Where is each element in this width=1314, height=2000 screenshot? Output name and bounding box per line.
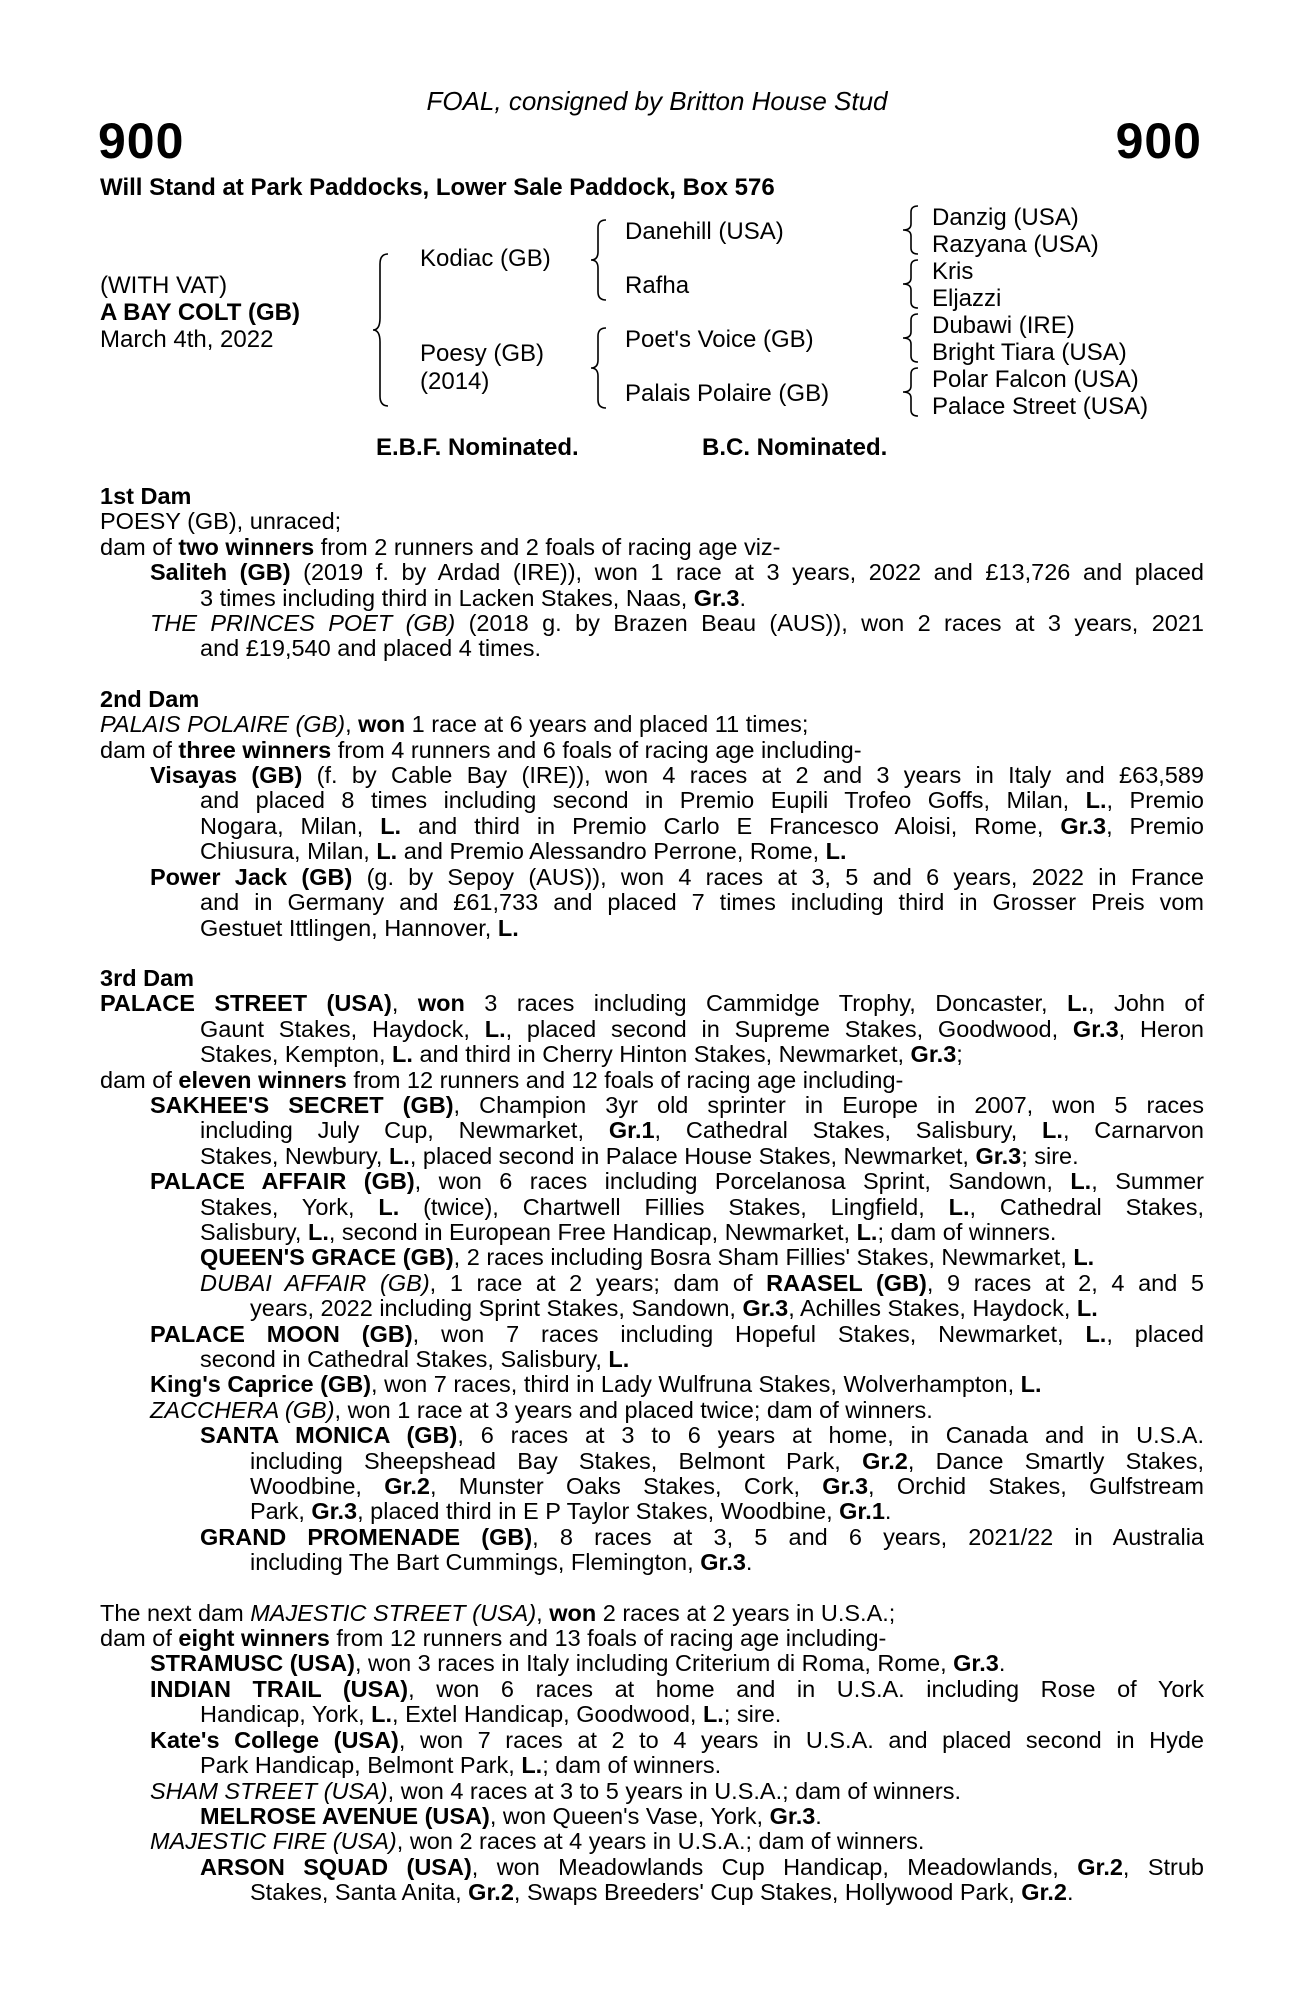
horse-name: A BAY COLT (GB) [100, 299, 301, 326]
text-line [100, 916, 1204, 941]
text-line [100, 1118, 1204, 1143]
text-segment: L. [1070, 1168, 1092, 1195]
text-segment: Stakes, Santa Anita, [250, 1879, 469, 1906]
text-line [100, 1829, 1204, 1854]
text-line [100, 1601, 1204, 1626]
text-segment: , won 1 race at 3 years and placed twice; dam of winners. [334, 1396, 933, 1423]
text-line [100, 636, 1204, 661]
text-segment: QUEEN'S GRACE (GB) [200, 1244, 454, 1271]
text-segment: . [815, 1802, 822, 1829]
text-segment: 3rd Dam [100, 964, 195, 991]
text-line [100, 1042, 1204, 1067]
text-segment: Gr.1 [839, 1498, 885, 1525]
text-segment: from 12 runners and 12 foals of racing age including- [346, 1066, 904, 1093]
text-segment: PALACE MOON (GB) [150, 1320, 413, 1347]
text-segment: , Swaps Breeders' Cup Stakes, Hollywood Park, [513, 1879, 1022, 1906]
text-segment: STRAMUSC (USA) [150, 1650, 355, 1677]
text-segment: Gr.2 [862, 1447, 908, 1474]
section-gap [100, 1576, 1204, 1601]
text-line [100, 1068, 1204, 1093]
text-segment: (2019 f. by Ardad (IRE)), won 1 race at 3 years, 2022 and £13,726 and placed [290, 559, 1204, 586]
text-segment: Gr.3 [693, 584, 740, 611]
text-segment: , Achilles Stakes, Haydock, [788, 1295, 1077, 1322]
text-segment: second in Cathedral Stakes, Salisbury, [200, 1346, 609, 1372]
text-segment: L. [1020, 1371, 1042, 1398]
text-segment: , Heron [1118, 1015, 1204, 1042]
text-line [100, 560, 1204, 585]
text-segment: Gr.3 [1072, 1015, 1119, 1042]
text-segment: L. [608, 1346, 630, 1372]
text-segment: Gr.3 [769, 1802, 816, 1829]
pedigree-g5: Dubawi (IRE) [932, 312, 1075, 339]
text-segment: ; sire. [1021, 1142, 1079, 1169]
pedigree-dam-year: (2014) [420, 368, 490, 395]
text-segment: Stakes, Newbury, [200, 1142, 389, 1169]
text-line [100, 484, 1204, 509]
text-segment: L. [497, 914, 519, 941]
text-segment: MAJESTIC FIRE (USA) [150, 1828, 397, 1855]
text-segment: Gr.3 [700, 1549, 746, 1576]
text-segment: (twice), Chartwell Fillies Stakes, Lingfield, [399, 1193, 949, 1220]
dam-brace [588, 326, 610, 410]
text-segment: , won 7 races, third in Lady Wulfruna Stakes, Wolverhampton, [371, 1371, 1021, 1398]
text-segment: L. [521, 1752, 543, 1779]
pedigree-sire-sire: Danehill (USA) [625, 218, 784, 245]
brace-g2 [900, 258, 922, 310]
text-segment: 2nd Dam [100, 685, 200, 712]
text-segment: including Sheepshead Bay Stakes, Belmont Park, [250, 1447, 863, 1474]
text-segment: , won Queen's Vase, York, [489, 1802, 770, 1829]
pedigree-dam: Poesy (GB) [420, 340, 545, 367]
text-segment: L. [702, 1701, 724, 1728]
pedigree-g7: Polar Falcon (USA) [932, 366, 1139, 393]
text-line [100, 1677, 1204, 1702]
text-line [100, 1169, 1204, 1194]
text-segment: , Summer [1091, 1168, 1204, 1195]
brace-g3 [900, 312, 922, 364]
text-segment: and Premio Alessandro Perrone, Rome, [397, 838, 826, 865]
text-line [100, 1779, 1204, 1804]
text-segment: Gr.2 [1021, 1879, 1067, 1906]
text-segment: PALACE AFFAIR (GB) [150, 1168, 415, 1195]
pedigree-sire-dam: Rafha [625, 272, 690, 299]
text-segment: Gr.2 [1077, 1853, 1123, 1880]
text-segment: eight winners [178, 1625, 330, 1652]
text-segment: , Carnarvon [1062, 1117, 1205, 1144]
text-segment: , won 4 races at 3 to 5 years in U.S.A.; dam of winners. [387, 1777, 962, 1804]
text-segment: King's Caprice (GB) [150, 1371, 372, 1398]
text-segment: SHAM STREET (USA) [150, 1777, 388, 1804]
text-segment: Visayas (GB) [150, 762, 303, 789]
text-segment: Gr.2 [384, 1473, 430, 1500]
text-segment: . [1067, 1879, 1074, 1906]
text-segment: ; dam of winners. [877, 1218, 1057, 1245]
text-segment: , second in European Free Handicap, Newmarket, [328, 1218, 857, 1245]
text-line [100, 1449, 1204, 1474]
text-segment: Gr.3 [910, 1041, 957, 1068]
text-segment: SAKHEE'S SECRET (GB) [150, 1091, 454, 1118]
text-segment: and placed 8 times including second in Premio Eupili Trofeo Goffs, Milan, [200, 787, 1086, 814]
text-segment: PALAIS POLAIRE (GB) [100, 711, 346, 738]
lot-number-right: 900 [1115, 113, 1202, 169]
text-line [100, 1702, 1204, 1727]
text-segment: POESY (GB), unraced; [100, 508, 342, 535]
text-line [100, 738, 1204, 763]
text-segment: GRAND PROMENADE (GB) [200, 1523, 533, 1550]
catalogue-text [100, 484, 1204, 1906]
text-segment: dam of [100, 1625, 179, 1652]
text-segment: Gr.3 [953, 1650, 999, 1677]
text-line [100, 814, 1204, 839]
pedigree-sire: Kodiac (GB) [420, 245, 551, 272]
text-segment: eleven winners [178, 1066, 347, 1093]
text-segment: Salisbury, [200, 1218, 308, 1245]
brace-g4 [900, 366, 922, 418]
text-line [100, 1499, 1204, 1524]
pedigree-g8: Palace Street (USA) [932, 393, 1149, 420]
text-segment: , placed second in Supreme Stakes, Goodwood, [505, 1015, 1073, 1042]
text-segment: 1 race at 6 years and placed 11 times; [405, 711, 809, 738]
text-segment: L. [388, 1142, 410, 1169]
text-line [100, 509, 1204, 534]
text-segment: PALACE STREET (USA) [100, 990, 392, 1017]
text-line [100, 1296, 1204, 1321]
text-line [100, 890, 1204, 915]
text-line [100, 1322, 1204, 1347]
text-segment: , placed second in Palace House Stakes, Newmarket, [409, 1142, 976, 1169]
text-segment: 1st Dam [100, 483, 192, 509]
text-segment: Gestuet Ittlingen, Hannover, [200, 914, 498, 941]
pedigree-dam-sire: Poet's Voice (GB) [625, 326, 814, 353]
text-segment: L. [484, 1015, 506, 1042]
text-segment: and third in Premio Carlo E Francesco Aloisi, Rome, [401, 812, 1061, 839]
bc-nominated: B.C. Nominated. [702, 434, 888, 461]
text-line [100, 1245, 1204, 1270]
text-line [100, 1017, 1204, 1042]
text-line [100, 1372, 1204, 1397]
text-line [100, 611, 1204, 636]
text-segment: Kate's College (USA) [150, 1726, 399, 1753]
text-segment: L. [392, 1041, 413, 1068]
text-segment: won [549, 1599, 597, 1626]
text-segment: , won 7 races including Hopeful Stakes, Newmarket, [412, 1320, 1086, 1347]
text-segment: INDIAN TRAIL (USA) [150, 1675, 409, 1702]
text-line [100, 712, 1204, 737]
pedigree-g4: Eljazzi [932, 285, 1002, 312]
pedigree-g2: Razyana (USA) [932, 231, 1099, 258]
sire-brace [588, 218, 610, 302]
text-segment: Gr.3 [822, 1473, 869, 1500]
text-line [100, 1855, 1204, 1880]
main-brace [370, 250, 394, 410]
text-segment: , [345, 711, 359, 738]
text-line [100, 1626, 1204, 1651]
text-segment: Gr.3 [975, 1142, 1022, 1169]
text-segment: Gr.3 [742, 1295, 789, 1322]
text-segment: Chiusura, Milan, [200, 838, 377, 865]
text-segment: Gaunt Stakes, Haydock, [200, 1015, 485, 1042]
text-segment: , Premio [1106, 812, 1204, 839]
text-segment: , 8 races at 3, 5 and 6 years, 2021/22 in Australia [532, 1523, 1204, 1550]
text-segment: L. [1067, 990, 1088, 1017]
text-segment: , placed third in E P Taylor Stakes, Woodbine, [357, 1498, 840, 1525]
text-segment: (f. by Cable Bay (IRE)), won 4 races at 2 and 3 years in Italy and £63,589 [302, 762, 1204, 789]
text-segment: , won 7 races at 2 to 4 years in U.S.A. and placed second in Hyde [398, 1726, 1205, 1753]
text-segment: three winners [178, 736, 332, 763]
text-segment: RAASEL (GB) [766, 1269, 927, 1296]
text-segment: years, 2022 including Sprint Stakes, Sandown, [250, 1295, 743, 1322]
text-line [100, 1220, 1204, 1245]
text-segment: L. [1085, 1320, 1107, 1347]
text-segment: . [739, 584, 747, 611]
text-segment: Saliteh (GB) [150, 559, 291, 586]
text-segment: . [998, 1650, 1006, 1677]
pedigree-dam-dam: Palais Polaire (GB) [625, 380, 830, 407]
text-segment: , Premio [1106, 787, 1204, 814]
text-segment: and £19,540 and placed 4 times. [200, 635, 542, 662]
brace-g1 [900, 204, 922, 256]
text-segment: 3 times including third in Lacken Stakes, Naas, [200, 584, 694, 611]
pedigree-g3: Kris [932, 258, 974, 285]
text-line [100, 839, 1204, 864]
text-segment: two winners [178, 533, 315, 560]
text-segment: from 2 runners and 2 foals of racing age viz- [314, 533, 781, 560]
text-segment: , won 3 races in Italy including Criterium di Roma, Rome, [354, 1650, 954, 1677]
text-segment: , Dance Smartly Stakes, [907, 1447, 1204, 1474]
text-line [100, 1651, 1204, 1676]
text-segment: SANTA MONICA (GB) [200, 1422, 458, 1449]
text-segment: won [358, 711, 406, 738]
text-segment: L. [378, 1193, 400, 1220]
text-segment: L. [825, 838, 847, 865]
text-segment: , Orchid Stakes, Gulfstream [868, 1473, 1204, 1500]
section-gap [100, 662, 1204, 687]
text-line [100, 1144, 1204, 1169]
text-segment: Woodbine, [250, 1473, 385, 1500]
text-segment: THE PRINCES POET (GB) [150, 610, 456, 637]
text-segment: , 6 races at 3 to 6 years at home, in Canada and in U.S.A. [457, 1422, 1205, 1449]
text-segment: . [745, 1549, 753, 1576]
text-segment: 3 races including Cammidge Trophy, Doncaster, [464, 990, 1068, 1017]
pedigree-g6: Bright Tiara (USA) [932, 339, 1127, 366]
text-segment: Gr.3 [1060, 812, 1107, 839]
text-segment: L. [1085, 787, 1107, 814]
text-segment: ARSON SQUAD (USA) [200, 1853, 472, 1880]
text-line [100, 1880, 1204, 1905]
text-line [100, 1093, 1204, 1118]
text-line [100, 687, 1204, 712]
text-segment: Gr.2 [468, 1879, 514, 1906]
text-segment: , placed [1106, 1320, 1204, 1347]
text-segment: , [391, 990, 418, 1017]
text-segment: Stakes, Kempton, [200, 1041, 393, 1068]
text-line [100, 1753, 1204, 1778]
text-segment: L. [1042, 1117, 1063, 1144]
text-segment: ; dam of winners. [542, 1752, 722, 1779]
text-segment: , Cathedral Stakes, [969, 1193, 1205, 1220]
text-line [100, 1347, 1204, 1372]
text-line [100, 1550, 1204, 1575]
text-line [100, 1398, 1204, 1423]
text-segment: including The Bart Cummings, Flemington, [250, 1549, 701, 1576]
text-segment: , won Meadowlands Cup Handicap, Meadowlands, [471, 1853, 1078, 1880]
text-line [100, 1474, 1204, 1499]
horse-dob: March 4th, 2022 [100, 326, 274, 353]
text-segment: Gr.1 [608, 1117, 655, 1144]
text-line [100, 991, 1204, 1016]
text-segment: and third in Cherry Hinton Stakes, Newmarket, [412, 1041, 911, 1068]
text-segment: including July Cup, Newmarket, [200, 1117, 609, 1144]
stand-location: Will Stand at Park Paddocks, Lower Sale Paddock, Box 576 [100, 174, 775, 201]
text-segment: L. [1076, 1295, 1098, 1322]
text-segment: , Munster Oaks Stakes, Cork, [429, 1473, 823, 1500]
vat-label: (WITH VAT) [100, 272, 228, 299]
text-segment: Park, [250, 1498, 312, 1525]
text-segment: DUBAI AFFAIR (GB) [200, 1269, 430, 1296]
section-gap [100, 941, 1204, 966]
text-line [100, 535, 1204, 560]
text-segment: Power Jack (GB) [150, 863, 353, 890]
text-segment: L. [948, 1193, 970, 1220]
text-segment: dam of [100, 1066, 179, 1093]
text-segment: won [417, 990, 465, 1017]
text-line [100, 586, 1204, 611]
text-segment: L. [1073, 1244, 1095, 1271]
text-segment: ZACCHERA (GB) [150, 1396, 335, 1423]
text-segment: L. [856, 1218, 878, 1245]
text-line [100, 1804, 1204, 1829]
text-segment: Handicap, York, [200, 1701, 372, 1728]
text-line [100, 1728, 1204, 1753]
text-segment: 2 races at 2 years in U.S.A.; [596, 1599, 896, 1626]
text-segment: L. [371, 1701, 393, 1728]
text-segment: , [536, 1599, 550, 1626]
text-segment: , won 2 races at 4 years in U.S.A.; dam of winners. [396, 1828, 925, 1855]
text-segment: , Champion 3yr old sprinter in Europe in 2007, won 5 races [453, 1091, 1204, 1118]
text-segment: , Cathedral Stakes, Salisbury, [654, 1117, 1043, 1144]
text-line [100, 1423, 1204, 1448]
text-segment: Stakes, York, [200, 1193, 379, 1220]
text-segment: , won 6 races including Porcelanosa Sprint, Sandown, [414, 1168, 1071, 1195]
text-segment: ; sire. [723, 1701, 782, 1728]
text-segment: , Strub [1122, 1853, 1205, 1880]
text-segment: MAJESTIC STREET (USA) [250, 1599, 537, 1626]
text-line [100, 788, 1204, 813]
text-segment: L. [376, 838, 398, 865]
text-segment: from 12 runners and 13 foals of racing age including- [329, 1625, 887, 1652]
text-segment: , 1 race at 2 years; dam of [429, 1269, 767, 1296]
text-segment: , John of [1087, 990, 1204, 1017]
text-segment: (2018 g. by Brazen Beau (AUS)), won 2 races at 3 years, 2021 [455, 610, 1205, 637]
text-segment: dam of [100, 533, 179, 560]
text-segment: ; [956, 1041, 963, 1068]
text-segment: . [884, 1498, 892, 1525]
text-segment: Gr.3 [311, 1498, 358, 1525]
text-segment: and in Germany and £61,733 and placed 7 times including third in Grosser Preis vom [200, 889, 1204, 916]
consignor-line: FOAL, consigned by Britton House Stud [426, 86, 888, 116]
text-line [100, 1271, 1204, 1296]
text-segment: Park Handicap, Belmont Park, [200, 1752, 522, 1779]
text-segment: (g. by Sepoy (AUS)), won 4 races at 3, 5 and 6 years, 2022 in France [352, 863, 1204, 890]
text-segment: , won 6 races at home and in U.S.A. including Rose of York [408, 1675, 1204, 1702]
text-segment: L. [380, 812, 402, 839]
text-line [100, 865, 1204, 890]
text-segment: Nogara, Milan, [200, 812, 381, 839]
text-segment: L. [307, 1218, 329, 1245]
text-line [100, 1195, 1204, 1220]
text-segment: MELROSE AVENUE (USA) [200, 1802, 490, 1829]
pedigree-g1: Danzig (USA) [932, 204, 1079, 231]
lot-number-left: 900 [98, 113, 185, 169]
text-segment: dam of [100, 736, 179, 763]
text-segment: , Extel Handicap, Goodwood, [392, 1701, 703, 1728]
text-segment: , 2 races including Bosra Sham Fillies' Stakes, Newmarket, [453, 1244, 1074, 1271]
text-segment: , 9 races at 2, 4 and 5 [926, 1269, 1205, 1296]
text-segment: from 4 runners and 6 foals of racing age including- [331, 736, 862, 763]
text-line [100, 966, 1204, 991]
text-line [100, 1525, 1204, 1550]
text-line [100, 763, 1204, 788]
text-segment: The next dam [100, 1599, 251, 1626]
ebf-nominated: E.B.F. Nominated. [376, 434, 579, 461]
